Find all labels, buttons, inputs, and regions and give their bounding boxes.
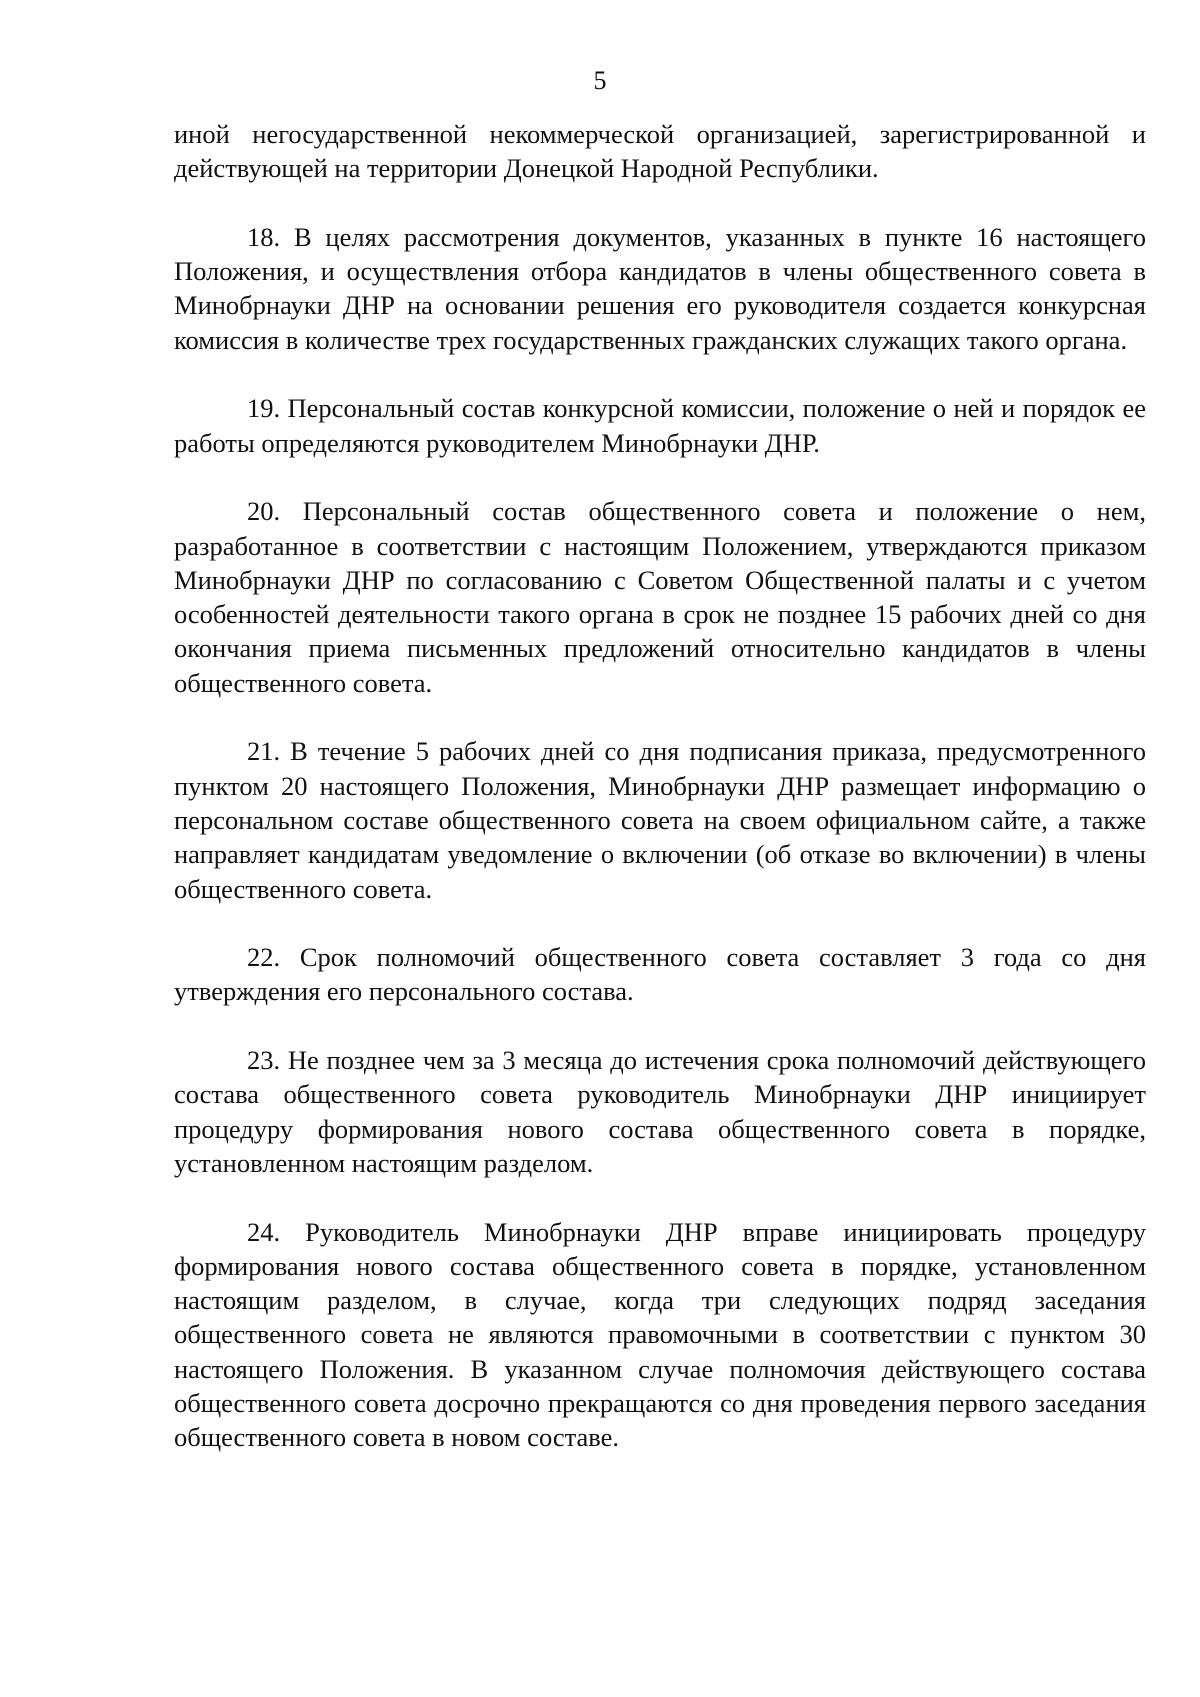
paragraph-item-19: 19. Персональный состав конкурсной комиссии, положение о ней и порядок ее работы определяются руководителем Минобрнауки ДНР. [174,393,1146,458]
paragraph-item-23: 23. Не позднее чем за 3 месяца до истечения срока полномочий действующего состава общественного совета руководитель Минобрнауки ДНР инициирует процедуру формирования нового состава общественного совета в порядке, установленном настоящим разделом. [174,1045,1146,1178]
paragraph-item-22: 22. Срок полномочий общественного совета составляет 3 года со дня утверждения его персонального состава. [174,942,1146,1007]
document-body [174,117,1146,1489]
paragraph-item-20: 20. Персональный состав общественного совета и положение о нем, разработанное в соответствии с настоящим Положением, утверждаются приказом Минобрнауки ДНР по согласованию с Советом Общественной палаты и с учетом особенностей деятельности такого органа в срок не позднее 15 рабочих дней со дня окончания приема письменных предложений относительно кандидатов в члены общественного совета. [174,496,1146,698]
paragraph-item-24: 24. Руководитель Минобрнауки ДНР вправе инициировать процедуру формирования нового состава общественного совета в порядке, установленном настоящим разделом, в случае, когда три следующих подряд заседания общественного совета не являются правомочными в соответствии с пунктом 30 настоящего Положения. В указанном случае полномочия действующего состава общественного совета досрочно прекращаются со дня проведения первого заседания общественного совета в новом составе. [174,1216,1146,1453]
paragraph-continuation: иной негосударственной некоммерческой организацией, зарегистрированной и действующей на территории Донецкой Народной Республики. [174,119,1146,184]
paragraph-item-18: 18. В целях рассмотрения документов, указанных в пункте 16 настоящего Положения, и осуществления отбора кандидатов в члены общественного совета в Минобрнауки ДНР на основании решения его руководителя создается конкурсная комиссия в количестве трех государственных гражданских служащих такого органа. [174,221,1146,355]
page-number: 5 [593,66,607,95]
paragraph-item-21: 21. В течение 5 рабочих дней со дня подписания приказа, предусмотренного пунктом 20 настоящего Положения, Минобрнауки ДНР размещает информацию о персональном составе общественного совета на своем официальном сайте, а также направляет кандидатам уведомление о включении (об отказе во включении) в члены общественного совета. [174,736,1146,904]
